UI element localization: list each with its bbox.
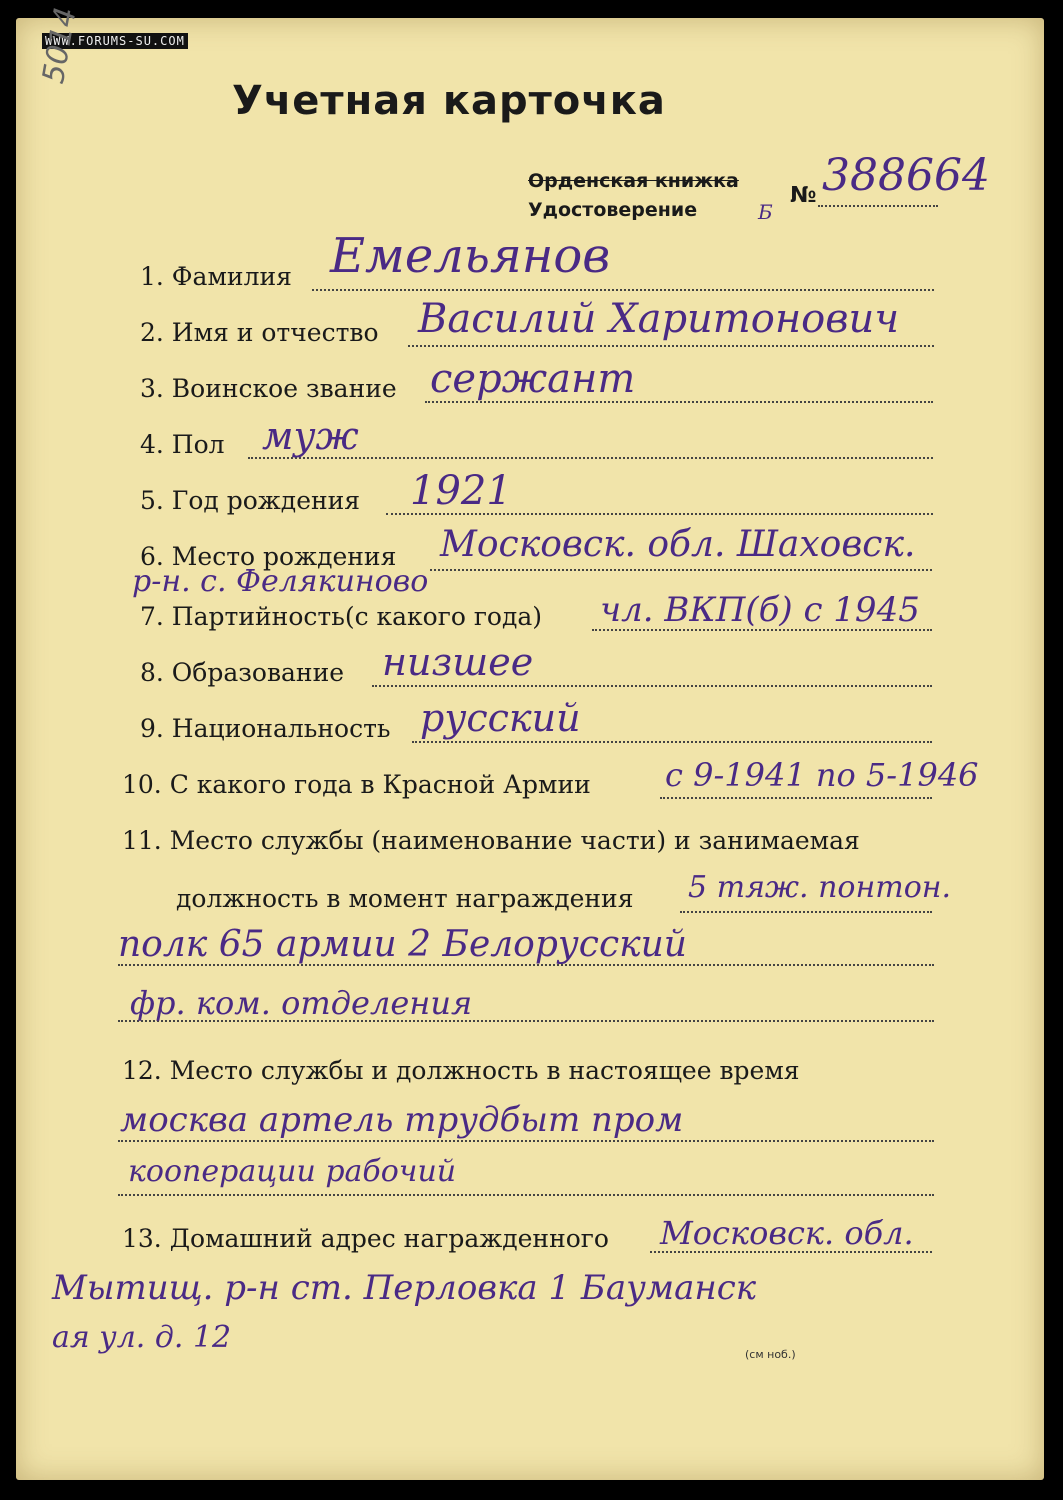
number-line bbox=[818, 205, 938, 207]
field-name-line bbox=[408, 345, 934, 347]
field-education-label: 8. Образование bbox=[140, 658, 345, 687]
field-surname-value: Емельянов bbox=[330, 228, 611, 284]
field-service-value: 5 тяж. понтон. bbox=[688, 870, 952, 905]
field-address-continuation-2: ая ул. д. 12 bbox=[52, 1320, 232, 1355]
field-name-value: Василий Харитонович bbox=[418, 296, 900, 342]
field-nationality-line bbox=[412, 741, 932, 743]
field-education-value: низшее bbox=[382, 640, 534, 684]
field-service-label-line2: должность в момент награждения bbox=[176, 884, 634, 913]
field-sex-label: 4. Пол bbox=[140, 430, 225, 459]
watermark: WWW.FORUMS-SU.COM bbox=[42, 33, 188, 49]
field-birthplace-label: 6. Место рождения bbox=[140, 542, 397, 571]
field-rank-label: 3. Воинское звание bbox=[140, 374, 397, 403]
field-army-since-line bbox=[660, 797, 932, 799]
field-party-label: 7. Партийность(с какого года) bbox=[140, 602, 543, 631]
document-type-selected: Удостоверение bbox=[528, 199, 698, 221]
field-current-service-label: 12. Место службы и должность в настоящее время bbox=[122, 1056, 800, 1085]
field-service-label: 11. Место службы (наименование части) и занимаемая bbox=[122, 826, 860, 855]
field-address-value: Московск. обл. bbox=[660, 1214, 914, 1252]
field-party-value: чл. ВКП(б) с 1945 bbox=[600, 590, 920, 630]
field-birthplace-line bbox=[430, 569, 932, 571]
field-service-continuation-1: полк 65 армии 2 Белорусский bbox=[118, 924, 687, 965]
document-number-suffix: Б bbox=[758, 200, 773, 224]
field-name-label: 2. Имя и отчество bbox=[140, 318, 379, 347]
field-army-since-label: 10. С какого года в Красной Армии bbox=[122, 770, 591, 799]
field-birth-year-label: 5. Год рождения bbox=[140, 486, 361, 515]
field-service-continuation-2: фр. ком. отделения bbox=[130, 984, 473, 1022]
field-education-line bbox=[372, 685, 932, 687]
number-label: № bbox=[790, 183, 817, 208]
field-address-continuation-1: Мытищ. р-н ст. Перловка 1 Бауманск bbox=[52, 1268, 757, 1308]
document-type-struck: Орденская книжка bbox=[528, 170, 739, 192]
document-number: 388664 bbox=[822, 150, 990, 201]
field-surname-label: 1. Фамилия bbox=[140, 262, 292, 291]
archive-number: 5014 bbox=[36, 4, 84, 87]
field-surname-line bbox=[312, 289, 934, 291]
field-address-label: 13. Домашний адрес награжденного bbox=[122, 1224, 609, 1253]
field-current-service-line-1 bbox=[118, 1140, 934, 1142]
field-current-service-continuation-1: москва артель трудбыт пром bbox=[120, 1100, 684, 1140]
field-nationality-label: 9. Национальность bbox=[140, 714, 391, 743]
field-birth-year-value: 1921 bbox=[410, 468, 512, 514]
field-current-service-line-2 bbox=[118, 1194, 934, 1196]
field-birthplace-continuation: р-н. с. Фелякиново bbox=[132, 564, 429, 599]
field-current-service-continuation-2: кооперации рабочий bbox=[128, 1154, 457, 1189]
field-army-since-value: с 9-1941 по 5-1946 bbox=[665, 756, 979, 794]
field-service-line bbox=[680, 911, 932, 913]
field-nationality-value: русский bbox=[420, 696, 581, 740]
field-rank-value: сержант bbox=[430, 356, 636, 402]
field-sex-value: муж bbox=[262, 414, 359, 458]
field-birthplace-value: Московск. обл. Шаховск. bbox=[440, 524, 916, 565]
printer-stamp: (см ноб.) bbox=[745, 1348, 796, 1361]
card-title: Учетная карточка bbox=[232, 78, 666, 124]
